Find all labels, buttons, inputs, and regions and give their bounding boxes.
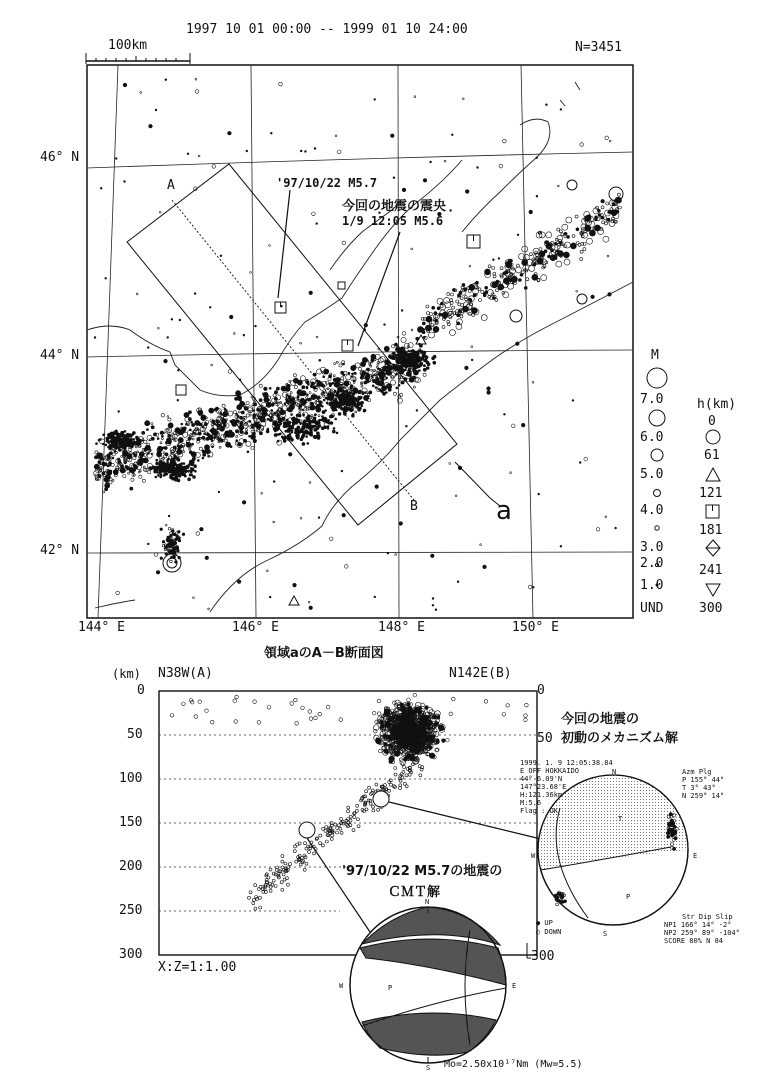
depth-tick-150: 150 <box>119 815 143 830</box>
legend-mag-6: 6.0 <box>640 430 664 445</box>
cmt-moment: Mo=2.50x10¹⁷Nm (Mw=5.5) <box>444 1059 583 1070</box>
legend-depth-0: 0 <box>708 414 716 429</box>
leader-1997-event <box>278 190 290 298</box>
epicenter-dots <box>94 78 622 610</box>
cmt-quad-e: E <box>512 982 517 990</box>
fm-info-lon: 147°23.68'E <box>520 783 567 791</box>
fm-quad-e: E <box>693 852 698 860</box>
fm-score: SCORE 80% N 84 <box>664 937 724 945</box>
cmt-quad-p: P <box>388 984 393 992</box>
depth-tick-0: 0 <box>137 683 145 698</box>
legend-mag-5: 5.0 <box>640 467 664 482</box>
leader-cmt <box>307 838 372 935</box>
fm-quad-w: W <box>531 852 536 860</box>
cmt-title-2: ＣＭＴ解 <box>388 885 441 900</box>
legend-depth-title: h(km) <box>697 397 737 412</box>
legend-mag-7: 7.0 <box>640 392 664 407</box>
fm-info-lat: 44° 6.09'N <box>520 775 563 783</box>
fm-info-depth: H:121.36km <box>520 791 563 799</box>
fm-axis-t: T 3° 43° <box>682 784 716 792</box>
fm-legend-up: ● UP <box>536 919 553 927</box>
lat-label-46: 46° N <box>40 150 80 165</box>
lat-label-42: 42° N <box>40 543 80 558</box>
section-bottom-value: 300 <box>531 949 555 964</box>
depth-tick-100: 100 <box>119 771 143 786</box>
profile-start-label: A <box>167 178 175 193</box>
section-gridlines <box>159 735 537 911</box>
section-aspect-label: X:Z=1:1.00 <box>158 960 237 975</box>
fm-quad-n: N <box>612 768 617 776</box>
lon-label-150: 150° E <box>512 620 559 635</box>
legend-mag-2: 2.0 <box>640 556 664 571</box>
key-events-on-map <box>163 180 623 605</box>
fm-quad-s: S <box>603 930 608 938</box>
legend-mag-4: 4.0 <box>640 503 664 518</box>
fm-np-header: Str Dip Slip <box>682 913 733 921</box>
first-motion-info <box>520 759 613 815</box>
lon-label-146: 146° E <box>232 620 279 635</box>
legend-depth-61: 61 <box>704 448 720 463</box>
coastlines <box>87 82 633 612</box>
first-motion-polarity-legend <box>536 919 561 937</box>
cmt-title-1: '97/10/22 M5.7の地震の <box>342 864 503 879</box>
lat-label-44: 44° N <box>40 348 80 363</box>
lon-label-148: 148° E <box>378 620 425 635</box>
profile-end-label: B <box>410 499 418 514</box>
fm-info-flag: Flag : OK <box>520 807 558 815</box>
region-a-label: a <box>496 496 512 526</box>
section-right-direction: N142E(B) <box>449 666 512 681</box>
right-tick-0: 0 <box>537 683 545 698</box>
cmt-quad-s: S <box>426 1064 431 1072</box>
legend-magnitude-title: M <box>651 348 659 363</box>
scale-bar <box>86 53 190 64</box>
legend-mag-3: 3.0 <box>640 540 664 555</box>
fm-axis-p: P 155° 44° <box>682 776 725 784</box>
cmt-beachball <box>350 907 506 1063</box>
section-title: 領域aのA－B断面図 <box>264 646 384 661</box>
legend-mag-und: UND <box>640 601 664 616</box>
fm-np2: NP2 259° 89° -104° <box>664 929 740 937</box>
fm-quad-t: T <box>618 815 623 823</box>
fm-info-region: E OFF HOKKAIDO <box>520 767 580 775</box>
section-main-event <box>373 791 389 807</box>
section-1997-event <box>299 822 315 838</box>
first-motion-title-2: 初動のメカニズム解 <box>561 731 679 746</box>
section-left-direction: N38W(A) <box>158 666 213 681</box>
legend-depth-181: 181 <box>699 523 723 538</box>
legend-depth-300: 300 <box>699 601 723 616</box>
right-tick-50: 50 <box>537 731 553 746</box>
legend-depth-241: 241 <box>699 563 723 578</box>
depth-tick-250: 250 <box>119 903 143 918</box>
section-axis-unit: (km) <box>112 667 141 681</box>
fm-quad-p: P <box>626 893 631 901</box>
depth-tick-50: 50 <box>127 727 143 742</box>
cmt-quad-w: W <box>339 982 344 990</box>
annotation-main-title: 今回の地震の震央 <box>342 199 447 214</box>
fm-axis-n: N 259° 14° <box>682 792 725 800</box>
event-count: N=3451 <box>575 40 622 55</box>
depth-tick-300: 300 <box>119 947 143 962</box>
first-motion-nodal-planes <box>664 913 740 945</box>
legend-mag-1: 1.0 <box>640 578 664 593</box>
annotation-main-detail: 1/9 12:05 M5.6 <box>342 214 444 228</box>
lon-label-144: 144° E <box>78 620 125 635</box>
fm-legend-down: ○ DOWN <box>536 928 562 936</box>
fm-info-mag: M:5.6 <box>520 799 542 807</box>
legend-depth-121: 121 <box>699 486 723 501</box>
fm-axes-header: Azm Plg <box>682 768 712 776</box>
scale-label: 100km <box>108 38 148 53</box>
cmt-quad-n: N <box>425 898 430 906</box>
first-motion-title-1: 今回の地震の <box>561 712 640 727</box>
fm-np1: NP1 166° 14° -2° <box>664 921 732 929</box>
fm-info-datetime: 1999. 1. 9 12:05:38.84 <box>520 759 613 767</box>
annotation-1997-event: '97/10/22 M5.7 <box>276 176 378 190</box>
period-title: 1997 10 01 00:00 -- 1999 01 10 24:00 <box>186 22 468 37</box>
depth-tick-200: 200 <box>119 859 143 874</box>
first-motion-axes <box>682 768 724 800</box>
